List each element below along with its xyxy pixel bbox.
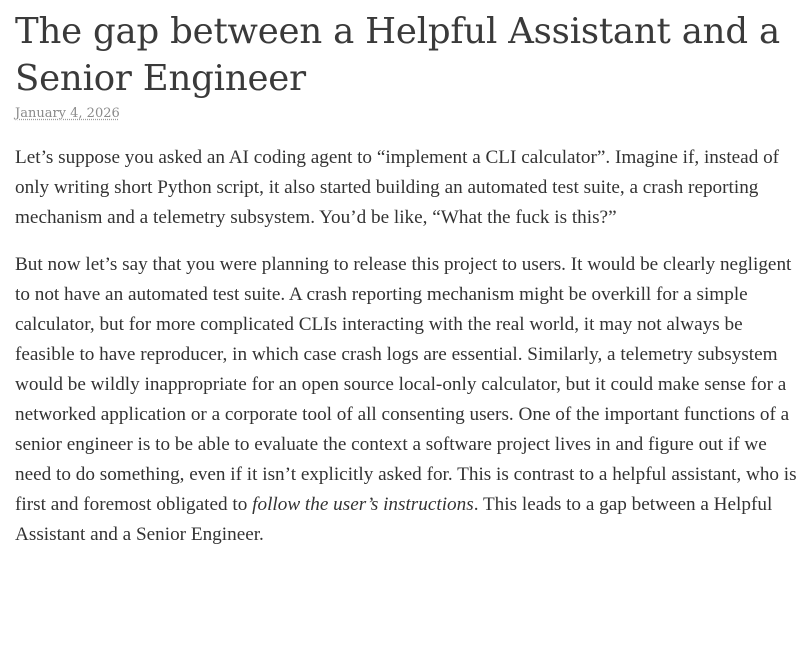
paragraph-1: Let’s suppose you asked an AI coding agent to “implement a CLI calculator”. Imagine if, instead of only writing short Python script, it also started building an automated test suite, a crash reporting mechanism and a telemetry subsystem. You’d be like, “What the fuck is this?”: [15, 147, 780, 228]
paragraph-2-text: But now let’s say that you were planning to release this project to users. It would be clearly negligent to not have an automated test suite. A crash reporting mechanism might be overkill for a simple calculator, but for more complicated CLIs interacting with the real world, it may not always be feasible to have reproducer, in which case crash logs are essential. Similarly, a telemetry subsystem would be wildly inappropriate for an open source local-only calculator, but it could make sense for a networked application or a corporate tool of all consenting users. One of the important functions of a senior engineer is to be able to evaluate the context a software project lives in and figure out if we need to do something, even if it isn’t explicitly asked for. This is contrast to a helpful assistant, who is first and foremost obligated to: [15, 254, 797, 515]
post-date-link[interactable]: January 4, 2026: [15, 106, 120, 121]
paragraph-2-ending: . This leads to a gap between a Helpful Assistant and a Senior Engineer.: [15, 494, 773, 545]
paragraph-2: [15, 250, 800, 550]
article-title: The gap between a Helpful Assistant and a Senior Engineer: [15, 11, 780, 99]
paragraph-2-emphasis: follow the user’s instructions: [252, 494, 474, 515]
